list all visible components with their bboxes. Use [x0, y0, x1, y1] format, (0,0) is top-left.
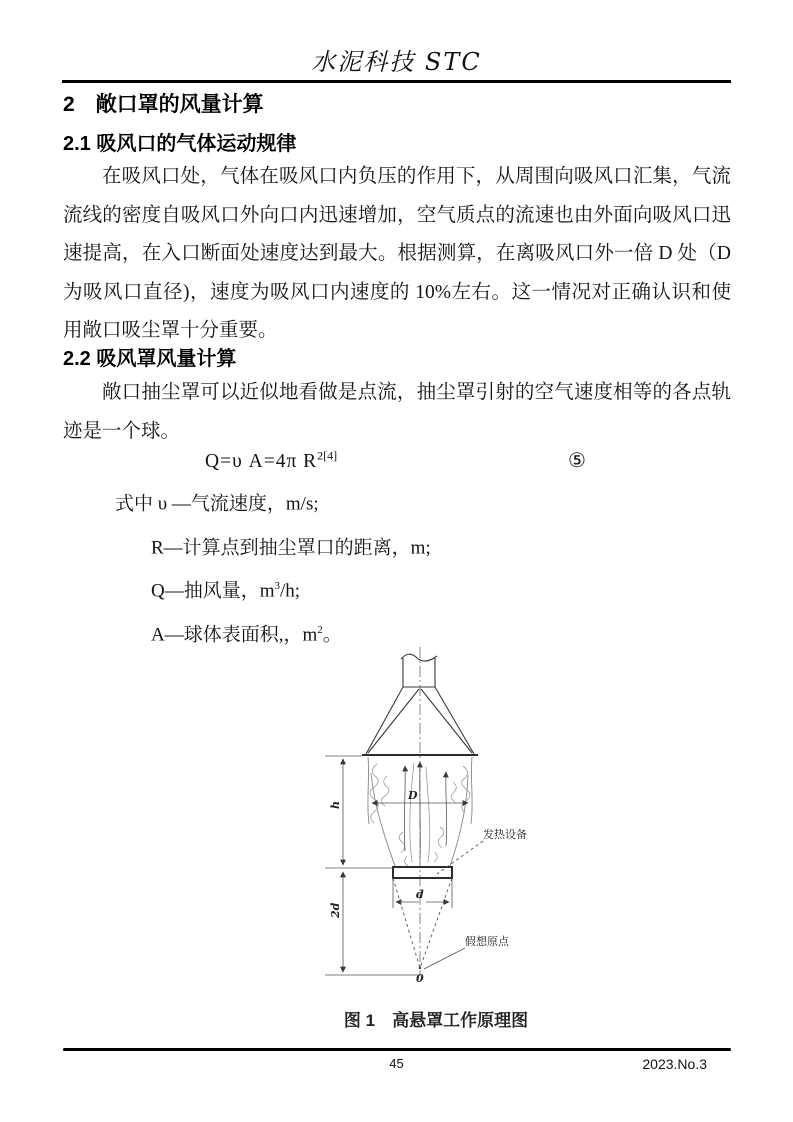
- label-origin-point: 0: [416, 972, 424, 985]
- dimension-d: [396, 888, 449, 902]
- footer-rule: [63, 1048, 731, 1051]
- paragraph-hood-flow: 敞口抽尘罩可以近似地看做是点流，抽尘罩引射的空气速度相等的各点轨迹是一个球。: [63, 382, 731, 442]
- definition-r: R—计算点到抽尘罩口的距离，m;: [151, 536, 431, 558]
- label-imaginary-origin: 假想原点: [465, 936, 509, 948]
- header-rule: [62, 80, 731, 83]
- label-heating-equipment: 发热设备: [483, 829, 527, 841]
- section-heading-2: 2 敞口罩的风量计算: [63, 93, 264, 116]
- definition-u: 式中 υ —气流速度，m/s;: [115, 493, 319, 515]
- section-heading-2-1: 2.1 吸风口的气体运动规律: [63, 133, 297, 155]
- equation-expression: Q=υ A=4π $R^{2[4]}$: [205, 448, 338, 472]
- journal-title: 水泥科技 STC: [311, 48, 482, 76]
- dimension-h: [329, 759, 343, 865]
- page-number: 45: [389, 1056, 404, 1071]
- extension-lines: [325, 756, 420, 975]
- definition-q: Q—抽风量，$m^3/h$;: [151, 580, 301, 602]
- label-h: h: [329, 801, 342, 809]
- label-d: d: [416, 888, 424, 901]
- definition-a: A—球体表面积,，$m^2$。: [151, 623, 342, 646]
- issue-number: 2023.No.3: [642, 1056, 707, 1072]
- label-2d: 2d: [329, 902, 342, 918]
- equation-superscript: 2[4]: [317, 448, 338, 462]
- callout-imaginary-origin: [424, 934, 510, 969]
- flow-arrow: [446, 772, 447, 846]
- figure-high-canopy-hood: [315, 646, 575, 998]
- rising-smoke: [368, 757, 472, 866]
- paragraph-airflow-law: 在吸风口处，气体在吸风口内负压的作用下，从周围向吸风口汇集，气流流线的密度自吸风口外向口内迅速增加，空气质点的流速也由外面向吸风口迅速提高，在入口断面处速度达到最大。根据测算，在离吸风口外一倍 D 处（D 为吸风口直径)，速度为吸风口内速度的 10%左右。这一情况对正确认识和使用敞口吸尘罩十分重要。: [63, 166, 731, 341]
- figure-caption: 图 1 高悬罩工作原理图: [343, 1011, 529, 1030]
- label-D: D: [408, 789, 418, 802]
- symbol-definitions: [63, 480, 731, 655]
- dimension-2d: [329, 872, 343, 972]
- flow-arrow: [404, 766, 405, 851]
- equation-number: ⑤: [568, 450, 586, 472]
- exhaust-duct: [401, 654, 437, 687]
- hood-principle-diagram: [315, 646, 575, 998]
- equation-row: [63, 448, 731, 478]
- section-heading-2-2: 2.2 吸风罩风量计算: [63, 348, 237, 370]
